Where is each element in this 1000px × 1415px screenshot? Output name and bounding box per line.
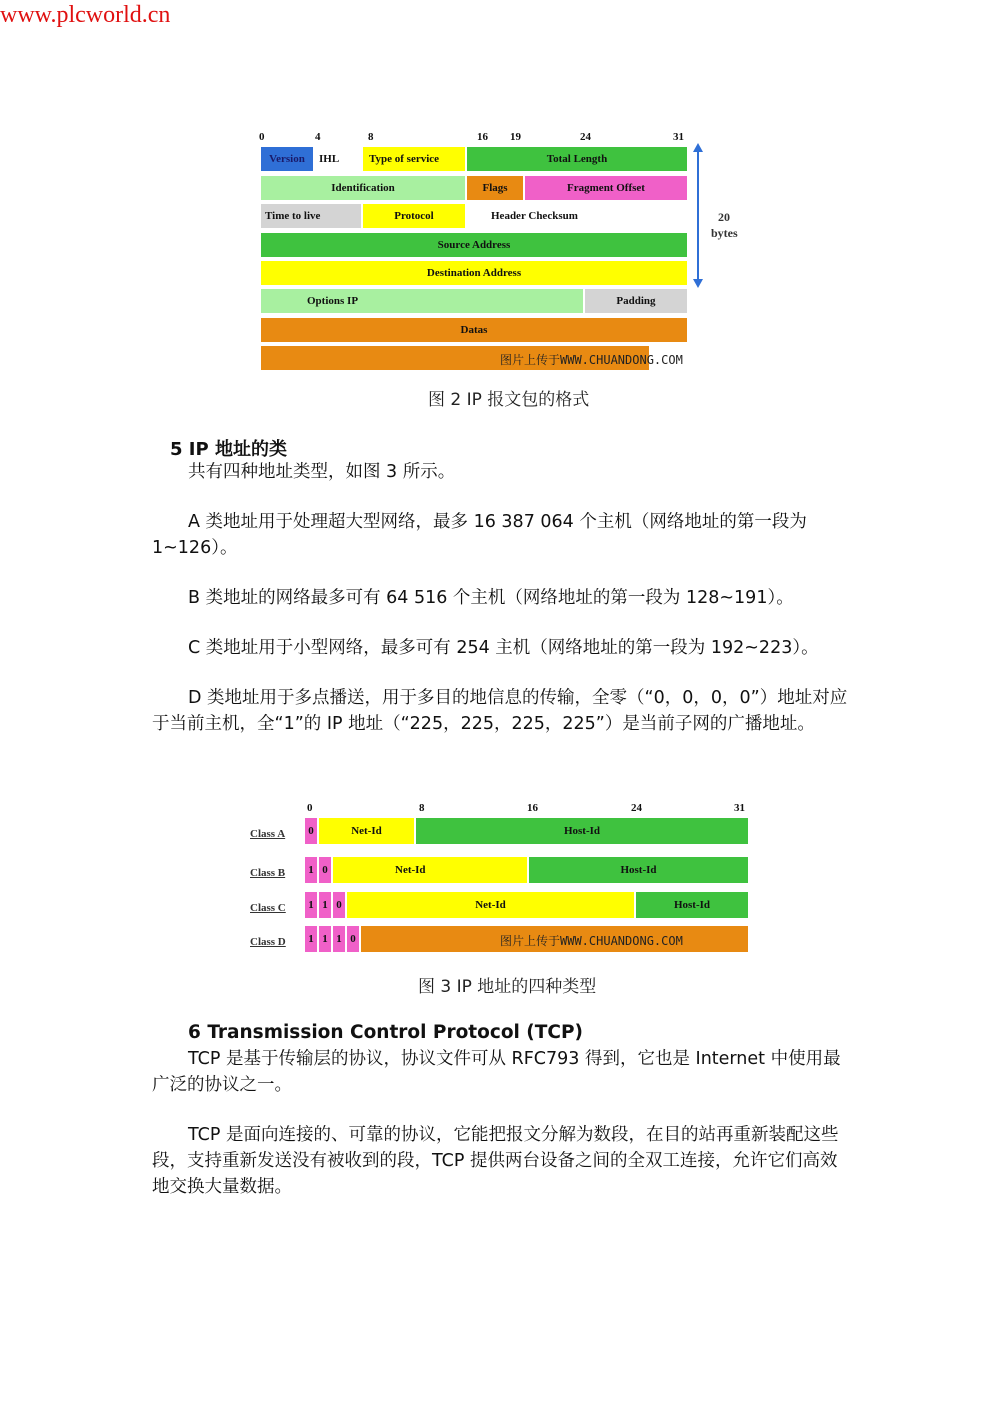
class-c-bit: 0 <box>333 892 345 918</box>
size-label-unit: bytes <box>711 226 738 240</box>
class-c-net-id: Net-Id <box>347 892 634 918</box>
bit-tick: 16 <box>477 131 488 143</box>
class-c-label: Class C <box>250 902 286 914</box>
field-ihl: IHL <box>313 147 363 171</box>
section5-para-b: B 类地址的网络最多可有 64 516 个主机（网络地址的第一段为 128~191）。 <box>188 588 794 608</box>
bit-tick: 19 <box>510 131 521 143</box>
bit-tick: 8 <box>419 802 425 814</box>
section5-para-a: A 类地址用于处理超大型网络，最多 16 387 064 个主机（网络地址的第一段为 1~126）。 <box>152 512 807 558</box>
class-b-net-id: Net-Id <box>333 857 527 883</box>
figure2-caption: 图 2 IP 报文包的格式 <box>428 390 590 410</box>
figure3-caption: 图 3 IP 地址的四种类型 <box>418 977 597 997</box>
class-d-bit: 0 <box>347 926 359 952</box>
field-version: Version <box>261 147 313 171</box>
field-type-of-service: Type of service <box>363 147 465 171</box>
bit-tick: 24 <box>631 802 642 814</box>
field-protocol: Protocol <box>363 204 465 228</box>
field-padding: Padding <box>585 289 687 313</box>
image-watermark: 图片上传于WWW.CHUANDONG.COM <box>500 934 683 948</box>
field-identification: Identification <box>261 176 465 200</box>
bit-tick: 24 <box>580 131 591 143</box>
bit-tick: 0 <box>307 802 313 814</box>
section5-heading: 5 IP 地址的类 <box>170 439 287 460</box>
class-a-label: Class A <box>250 828 286 840</box>
section5-para-d: D 类地址用于多点播送，用于多目的地信息的传输，全零（“0，0，0，0”）地址对应于当前主机，全“1”的 IP 地址（“225，225，225，225”）是当前子网的广播地址。 <box>152 688 848 734</box>
section6-heading: 6 Transmission Control Protocol (TCP) <box>188 1022 583 1043</box>
field-total-length: Total Length <box>467 147 687 171</box>
class-d-bit: 1 <box>305 926 317 952</box>
field-options-ip: Options IP <box>261 289 583 313</box>
field-header-checksum: Header Checksum <box>467 204 687 228</box>
class-b-label: Class B <box>250 867 286 879</box>
class-c-bit: 1 <box>319 892 331 918</box>
class-d-bit: 1 <box>319 926 331 952</box>
class-c-host-id: Host-Id <box>636 892 748 918</box>
field-datas: Datas <box>261 318 687 342</box>
field-time-to-live: Time to live <box>261 204 361 228</box>
section6-para-2: TCP 是面向连接的、可靠的协议，它能把报文分解为数段，在目的站再重新装配这些段，支持重新发送没有被收到的段，TCP 提供两台设备之间的全双工连接，允许它们高效地交换大量数据。 <box>152 1125 839 1197</box>
class-b-bit: 1 <box>305 857 317 883</box>
field-flags: Flags <box>467 176 523 200</box>
bit-tick: 0 <box>259 131 265 143</box>
class-a-net-id: Net-Id <box>319 818 414 844</box>
class-a-bit: 0 <box>305 818 317 844</box>
section6-para-1: TCP 是基于传输层的协议，协议文件可从 RFC793 得到，它也是 Internet 中使用最广泛的协议之一。 <box>152 1049 841 1095</box>
field-destination-address: Destination Address <box>261 261 687 285</box>
bit-tick: 16 <box>527 802 538 814</box>
size-label-number: 20 <box>718 210 730 224</box>
image-watermark: 图片上传于WWW.CHUANDONG.COM <box>500 353 683 367</box>
size-arrow-icon <box>690 143 706 288</box>
bit-tick: 31 <box>734 802 745 814</box>
class-a-host-id: Host-Id <box>416 818 748 844</box>
field-source-address: Source Address <box>261 233 687 257</box>
class-c-bit: 1 <box>305 892 317 918</box>
class-d-bit: 1 <box>333 926 345 952</box>
field-fragment-offset: Fragment Offset <box>525 176 687 200</box>
bit-tick: 8 <box>368 131 374 143</box>
bit-tick: 4 <box>315 131 321 143</box>
site-url[interactable]: www.plcworld.cn <box>0 2 171 28</box>
bit-tick: 31 <box>673 131 684 143</box>
section5-intro: 共有四种地址类型，如图 3 所示。 <box>188 462 456 482</box>
section5-para-c: C 类地址用于小型网络，最多可有 254 主机（网络地址的第一段为 192~223）。 <box>188 638 819 658</box>
class-b-host-id: Host-Id <box>529 857 748 883</box>
class-d-label: Class D <box>250 936 286 948</box>
class-b-bit: 0 <box>319 857 331 883</box>
